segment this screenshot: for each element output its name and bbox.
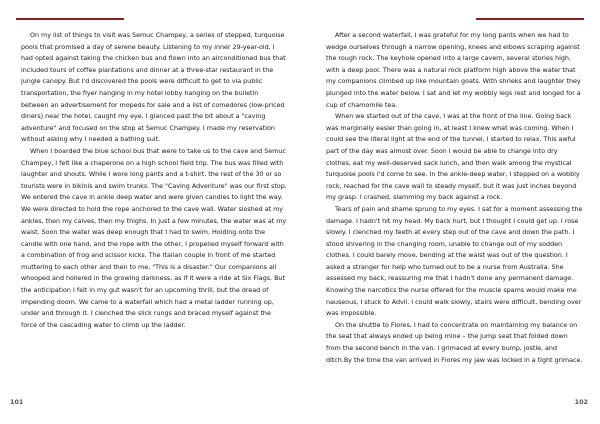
paragraph: On my list of things to visit was Semuc Champey, a series of stepped, turquoise pools that promised a day of serene beauty. Listening to my inner 29-year-old, I had opted against taking the chicken bus and flown into an airconditioned bus that included tours of coffee plantations and dinner at a three-star restaurant in the jungle canopy. But I'd discovered the pools were difficult to get to via public transportation, the flyer hanging in my hotel lobby hanging on the bulletin between an advertisement for mopeds for sale and a list of comedores (low-priced diners) near the hotel, caught my eye. I glanced past the bit about a "caving adventure" and focused on the stop at Semuc Champey. I made my reservation without asking why I needed a bathing suit. <box>21 31 286 144</box>
page-number: 101 <box>10 398 24 406</box>
paragraph: When I boarded the blue school bus that were to take us to the cave and Semuc Champey, I felt like a chaperone on a high school field trip. The bus was filled with laughter and shouts. While I wore long pants and a t-shirt, the rest of the 30 or so tourists were in bikinis and swim trunks. The "Caving Adventure" was our first stop. We entered the cave in ankle deep water and were given candles to light the way. We were directed to hold the rope anchored to the cave wall. Water sloshed at my ankles, then my calves, then my thighs. In just a few minutes, the water was at my waist. Soon the water was deep enough that I had to swim. Holding onto the candle with one hand, and the rope with the other, I propelled myself forward with a combination of frog and scissor kicks. The Italian couple in front of me started muttering to each other and then to me, "This is a disaster." Our companions all whooped and hollered in the growing darkness, as if it were a ride at Six Flags. But the anticipation I felt in my gut wasn't for an upcoming thrill, but the dread of impending doom. We came to a waterfall which had a metal ladder running up, under and through it. I clenched the slick rungs and braced myself against the force of the cascading water to climb up the ladder. <box>21 146 287 329</box>
left-page-body <box>21 30 287 331</box>
right-page <box>300 0 600 424</box>
paragraph: Tears of pain and shame sprung to my eyes. I sat for a moment assessing the damage. I hadn't hit my head. My back hurt, but I thought I could get up. I rose slowly. I clenched my teeth at every step out of the cave and down the path. I stood shivering in the changing room, unable to change out of my sodden clothes. I could barely move, bending at the waist was out of the question. I asked a stranger for help who turned out to be a nurse from Australia. She assessed my back, reassuring me that I hadn't done any permanent damage. Knowing the narcotics the nurse offered for the muscle spams would make me nauseous, I stuck to Advil. I could walk slowly, stairs were difficult, bending over was impossible. <box>326 204 583 318</box>
paragraph: When we started out of the cave, I was at the front of the line. Going back was marginally easier than going in, at least I knew what was coming. When I could see the literal light at the end of the tunnel, I started to relax. This awful part of the day was almost over. Soon I would be able to change into dry clothes, eat my well-deserved sack lunch, and then walk among the mystical turquoise pools I'd come to see. In the ankle-deep water, I stepped on a wobbly rock, reached for the cave wall to steady myself, but it was just inches beyond my grasp. I crashed, slamming my back against a rock. <box>326 112 580 202</box>
header-rule <box>476 18 584 20</box>
paragraph: On the shuttle to Flores, I had to concentrate on maintaining my balance on the seat that always ended up being mine – the jump seat that folded down from the second bench in the van. I grimaced at every bump, jostle, and ditch.By the time the van arrived in Flores my jaw was locked in a tight grimace. <box>326 320 583 364</box>
page-number: 102 <box>574 398 588 406</box>
paragraph: After a second waterfall, I was grateful for my long pants when we had to wedge ourselves through a narrow opening, knees and elbows scraping against the rough rock. The keyhole opened into a large cavern, several stories high, with a deep pool. There was a natural rock platform high above the water that my companions climbed up like mountain goats. With shrieks and laughter they plunged into the water below. I sat and let my wobbly legs rest and longed for a cup of chamomile tea. <box>326 31 581 109</box>
right-page-body <box>326 30 584 366</box>
header-rule <box>16 18 124 20</box>
